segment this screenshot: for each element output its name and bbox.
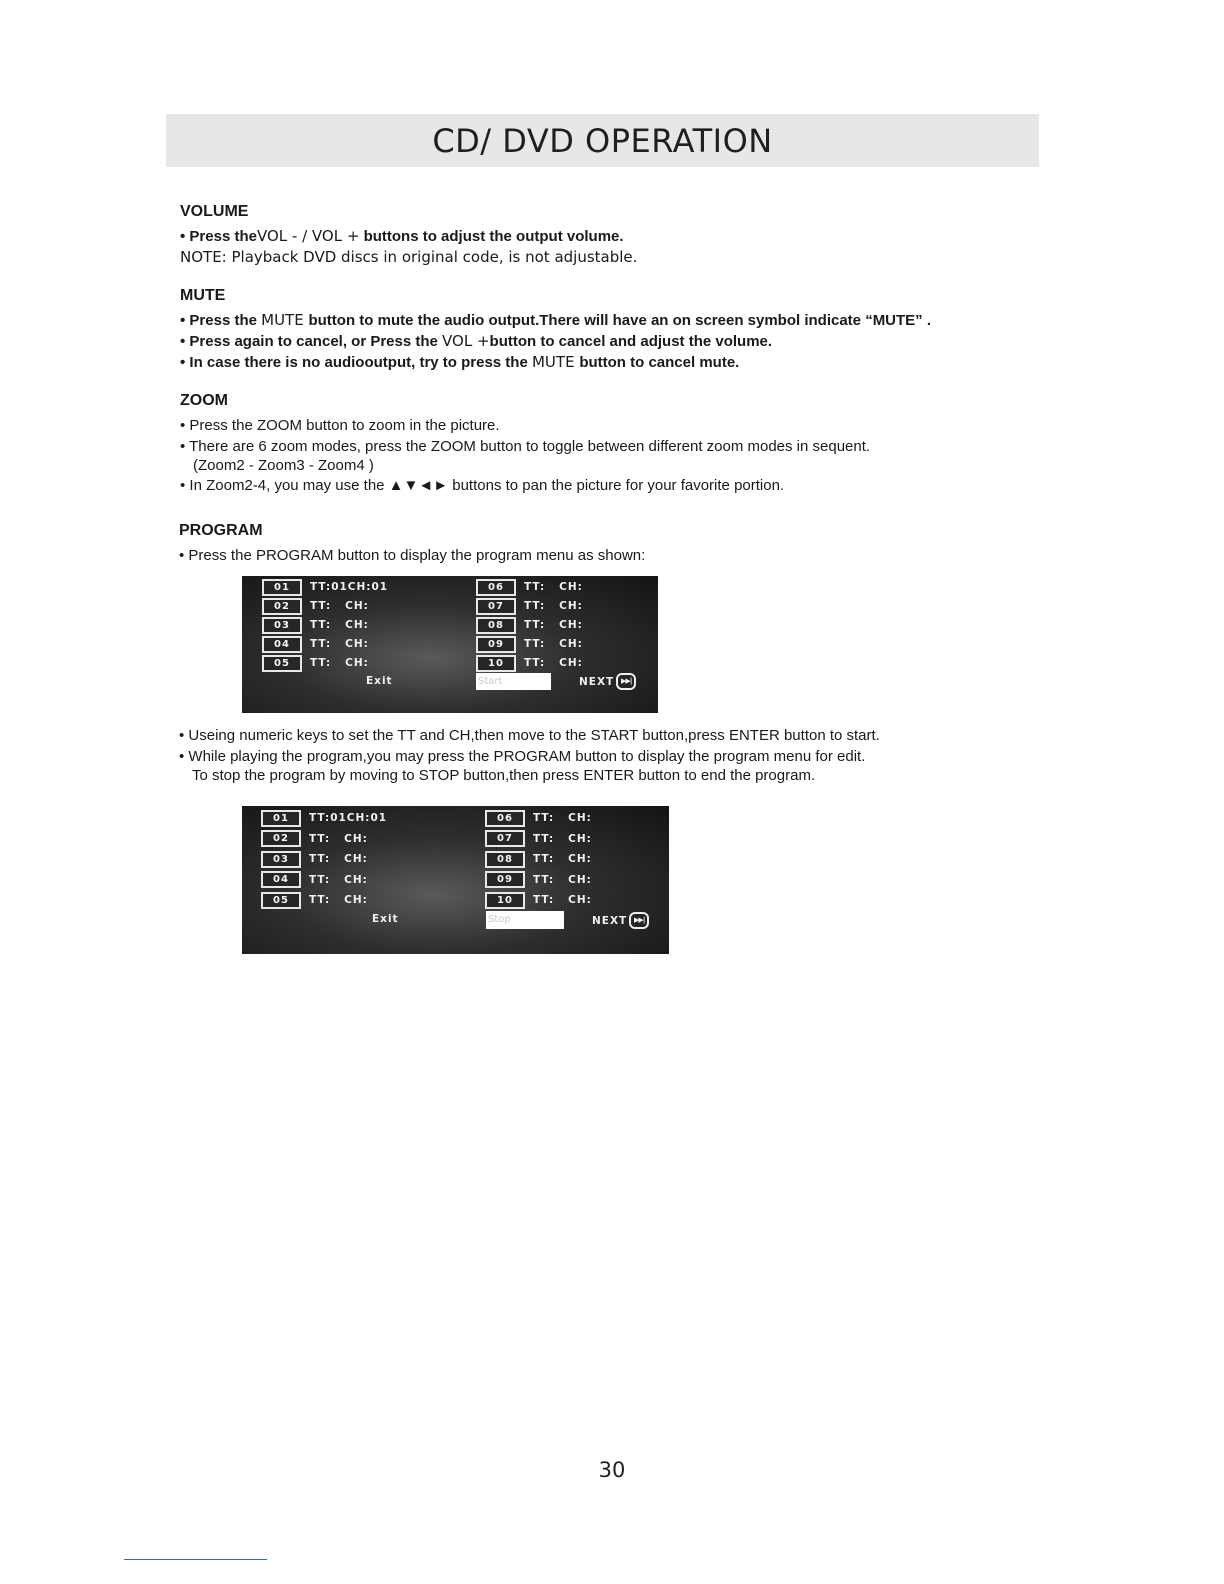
volume-line-1a: • Press the [180,228,257,245]
mute-section [180,287,1040,373]
slot-title-chapter: TT: CH: [524,600,583,612]
slot-number: 05 [261,892,301,909]
slot-title-chapter: TT:01CH:01 [309,812,388,824]
zoom-line-4: • In Zoom2-4, you may use the ▲▼◄► buttons to pan the picture for your favorite portion. [180,477,785,494]
slot-number: 05 [262,655,302,672]
program-slot-row [261,810,387,826]
mute-line-3c: button to cancel mute. [579,354,740,371]
program-slot-row [485,892,592,908]
zoom-line-1: • Press the ZOOM button to zoom in the picture. [180,417,500,434]
mute-line-2b: VOL + [442,332,490,350]
zoom-line-3: (Zoom2 - Zoom3 - Zoom4 ) [193,457,374,474]
program-section [179,522,1039,566]
program-slot-row [261,851,368,867]
skip-forward-icon: ▶▶| [616,673,636,690]
slot-number: 10 [476,655,516,672]
next-label: NEXT [592,914,628,927]
title-bar [166,114,1039,167]
slot-title-chapter: TT: CH: [533,812,592,824]
program-slot-row [485,872,592,888]
volume-section [180,203,1040,268]
program-slot-row [261,872,368,888]
slot-number: 02 [261,830,301,847]
slot-number: 09 [476,636,516,653]
mute-line-1 [180,310,1040,331]
program-slot-row [261,892,368,908]
page-number: 30 [598,1458,626,1482]
mute-line-3a: • In case there is no audiooutput, try to press the [180,354,532,371]
slot-title-chapter: TT: CH: [533,832,592,845]
slot-title-chapter: TT: CH: [309,894,368,906]
zoom-line-2: • There are 6 zoom modes, press the ZOOM button to toggle between different zoom modes in sequent. [180,438,871,455]
exit-label: Exit [366,675,393,687]
program-slot-row [262,598,369,614]
slot-number: 09 [485,871,525,888]
mute-line-3 [180,352,1040,373]
mute-heading: MUTE [180,287,226,304]
slot-number: 01 [262,579,302,596]
program-slot-row [476,579,583,595]
slot-number: 04 [261,871,301,888]
program-slot-row [476,598,583,614]
slot-title-chapter: TT: CH: [310,657,369,669]
program-slot-row [262,636,369,652]
program-line-4: To stop the program by moving to STOP button,then press ENTER button to end the program. [192,767,816,784]
program-line-1: • Press the PROGRAM button to display the program menu as shown: [179,547,646,564]
slot-number: 08 [476,617,516,634]
mute-line-1a: • Press the [180,312,262,329]
exit-label: Exit [372,913,399,925]
slot-title-chapter: TT: CH: [309,832,368,845]
program-menu-screenshot-start [242,576,658,713]
mute-line-2c: button to cancel and adjust the volume. [489,333,773,350]
slot-title-chapter: TT: CH: [533,853,592,865]
volume-line-1c: buttons to adjust the output volume. [359,228,624,245]
slot-title-chapter: TT: CH: [310,619,369,631]
next-button [592,912,649,929]
footer-rule [124,1559,267,1560]
program-slot-row [485,810,592,826]
slot-number: 06 [485,810,525,827]
slot-number: 07 [476,598,516,615]
next-button [579,673,636,690]
program-slot-row [476,617,583,633]
mute-line-1b: MUTE [261,311,309,329]
program-slot-row [262,617,369,633]
slot-title-chapter: TT: CH: [310,638,369,650]
program-menu-screenshot-stop [242,806,669,954]
program-slot-row [262,655,369,671]
program-slot-row [485,851,592,867]
slot-title-chapter: TT: CH: [533,894,592,906]
next-label: NEXT [579,675,615,688]
stop-button: Stop [486,911,564,929]
page-title: CD/ DVD OPERATION [432,121,773,160]
slot-number: 01 [261,810,301,827]
program-slot-row [485,831,592,847]
slot-number: 06 [476,579,516,596]
program-slot-row [261,831,368,847]
zoom-section [180,392,1040,496]
slot-title-chapter: TT:01CH:01 [310,581,389,593]
slot-title-chapter: TT: CH: [310,600,369,612]
program-slot-row [476,655,583,671]
slot-number: 10 [485,892,525,909]
slot-title-chapter: TT: CH: [524,619,583,631]
mute-line-2a: • Press again to cancel, or Press the [180,333,443,350]
slot-title-chapter: TT: CH: [524,638,583,650]
volume-line-1b: VOL - / VOL + [256,227,360,245]
skip-forward-icon: ▶▶| [629,912,649,929]
program-heading: PROGRAM [179,522,263,539]
mute-line-2 [180,331,1040,352]
zoom-heading: ZOOM [180,392,228,409]
slot-number: 08 [485,851,525,868]
program-line-3: • While playing the program,you may press the PROGRAM button to display the program menu for edit. [179,748,866,765]
volume-heading: VOLUME [180,203,249,220]
program-line-2: • Useing numeric keys to set the TT and CH,then move to the START button,press ENTER button to start. [179,727,880,744]
slot-title-chapter: TT: CH: [309,873,368,886]
slot-title-chapter: TT: CH: [309,853,368,865]
slot-title-chapter: TT: CH: [533,873,592,886]
program-instructions [179,725,1039,784]
slot-title-chapter: TT: CH: [524,581,583,593]
program-slot-row [476,636,583,652]
volume-note: NOTE: Playback DVD discs in original code, is not adjustable. [180,248,638,266]
slot-number: 03 [261,851,301,868]
volume-line-1 [180,226,1040,247]
program-slot-row [262,579,388,595]
slot-title-chapter: TT: CH: [524,657,583,669]
mute-line-1c: button to mute the audio output.There will have an on screen symbol indicate “MUTE” . [308,312,932,329]
slot-number: 03 [262,617,302,634]
start-button: Start [476,673,551,690]
slot-number: 02 [262,598,302,615]
slot-number: 04 [262,636,302,653]
mute-line-3b: MUTE [531,353,580,371]
slot-number: 07 [485,830,525,847]
